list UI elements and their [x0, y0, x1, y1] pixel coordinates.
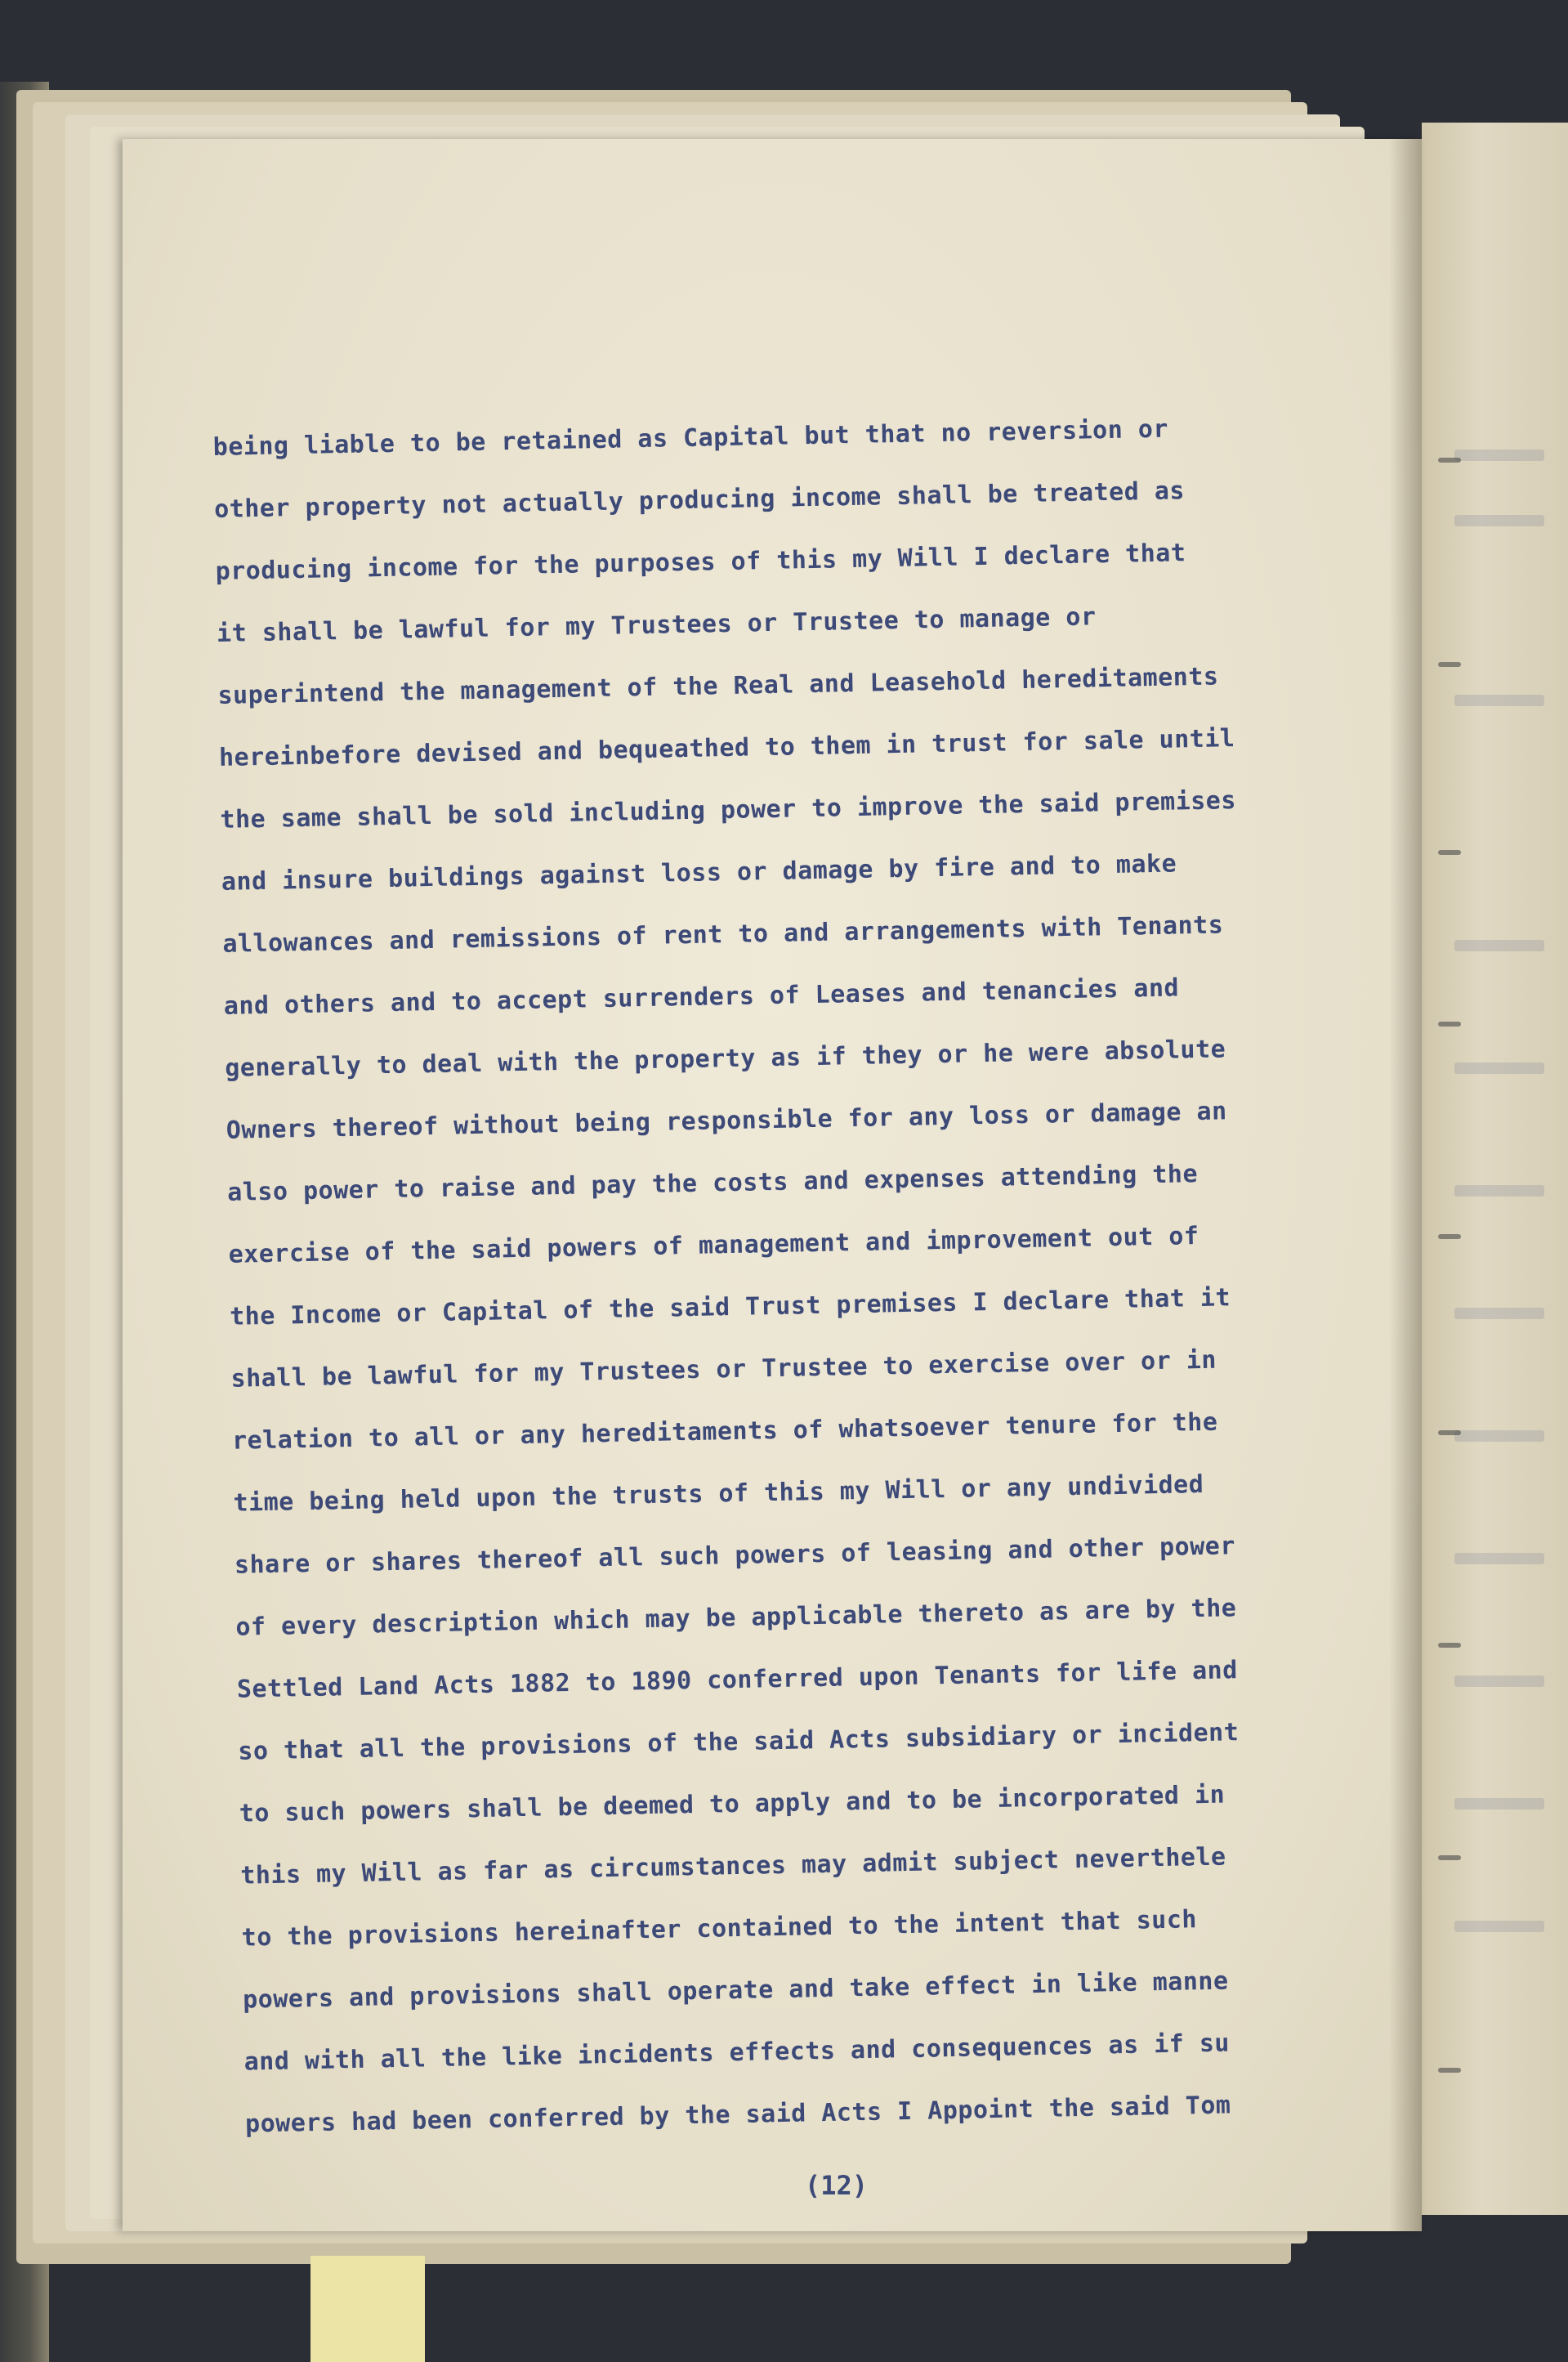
typewritten-body	[212, 396, 1357, 2156]
text-line: it shall be lawful for my Trustees or Trustee to manage or	[216, 602, 1097, 648]
gutter-shadow	[1389, 139, 1422, 2231]
text-line: the same shall be sold including power to improve the said premises	[220, 786, 1237, 834]
text-line: the Income or Capital of the said Trust premises I declare that it	[229, 1283, 1231, 1331]
binding-stitch	[1438, 1643, 1461, 1648]
text-line: powers had been conferred by the said Acts I Appoint the said Tom	[244, 2091, 1231, 2139]
text-line: Settled Land Acts 1882 to 1890 conferred upon Tenants for life and	[236, 1656, 1239, 1704]
text-line: shall be lawful for my Trustees or Trustee to exercise over or in	[230, 1345, 1217, 1393]
text-line: to the provisions hereinafter contained to the intent that such	[241, 1905, 1198, 1953]
tape-strip	[310, 2256, 425, 2362]
text-line: Owners thereof without being responsible for any loss or damage an	[226, 1097, 1227, 1145]
binding-stitch	[1438, 1234, 1461, 1239]
text-line: to such powers shall be deemed to apply and to be incorporated in	[239, 1780, 1226, 1828]
facing-page-edge	[1422, 123, 1568, 2215]
text-line: relation to all or any hereditaments of whatsoever tenure for the	[231, 1407, 1218, 1456]
text-line: and insure buildings against loss or damage by fire and to make	[221, 849, 1177, 897]
text-line: superintend the management of the Real and Leasehold hereditaments	[217, 662, 1219, 710]
binding-stitch	[1438, 662, 1461, 667]
text-line: being liable to be retained as Capital but that no reversion or	[212, 414, 1169, 462]
text-line: of every description which may be applicable thereto as are by the	[235, 1594, 1237, 1642]
text-line: share or shares thereof all such powers of leasing and other power	[234, 1532, 1236, 1580]
binding-stitch	[1438, 850, 1461, 855]
text-line: and with all the like incidents effects and consequences as if su	[243, 2029, 1231, 2077]
text-line: powers and provisions shall operate and take effect in like manne	[242, 1966, 1229, 2015]
text-line: exercise of the said powers of management and improvement out of	[228, 1222, 1199, 1269]
binding-stitch	[1438, 1855, 1461, 1860]
text-line: so that all the provisions of the said Acts subsidiary or incident	[238, 1718, 1240, 1766]
binding-stitch	[1438, 1022, 1461, 1027]
binding-stitch	[1438, 2068, 1461, 2073]
text-line: producing income for the purposes of this my Will I declare that	[215, 539, 1186, 586]
text-line: generally to deal with the property as if they or he were absolute	[224, 1035, 1226, 1083]
text-line: time being held upon the trusts of this my Will or any undivided	[233, 1470, 1204, 1518]
text-line: allowances and remissions of rent to and arrangements with Tenants	[222, 910, 1224, 959]
binding-stitch	[1438, 458, 1461, 463]
text-line: and others and to accept surrenders of Leases and tenancies and	[223, 973, 1180, 1021]
text-line: other property not actually producing income shall be treated as	[213, 476, 1186, 524]
page-number: (12)	[805, 2170, 869, 2201]
text-line: this my Will as far as circumstances may admit subject neverthele	[239, 1842, 1226, 1890]
text-line: hereinbefore devised and bequeathed to them in trust for sale until	[218, 724, 1235, 772]
text-line: also power to raise and pay the costs and expenses attending the	[226, 1160, 1199, 1207]
binding-stitch	[1438, 1430, 1461, 1435]
